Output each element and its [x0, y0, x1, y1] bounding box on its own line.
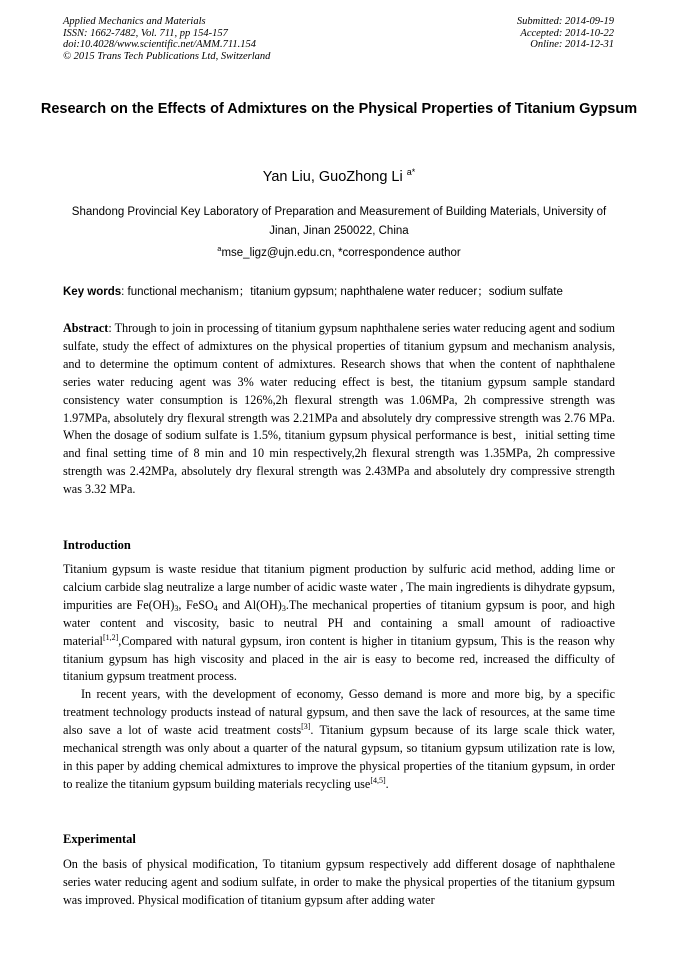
text-run: . [385, 776, 389, 791]
text-run: .The mechanical properties of titanium gypsum is poor, and high water content and viscosity, basic to neutral PH and containing a small amount of radioactive material [63, 597, 615, 648]
journal-name: Applied Mechanics and Materials [63, 16, 206, 27]
submitted-date: Submitted: 2014-09-19 [516, 16, 614, 27]
introduction-heading: Introduction [63, 538, 131, 552]
keywords [63, 283, 615, 299]
email-text: mse_ligz@ujn.edu.cn, *correspondence author [221, 247, 461, 259]
citation: [1,2] [102, 632, 119, 642]
text-run: , FeSO [178, 597, 214, 612]
keywords-label: Key words [63, 286, 122, 298]
online-date: Online: 2014-12-31 [530, 39, 614, 50]
copyright-line: © 2015 Trans Tech Publications Ltd, Switzerland [63, 50, 271, 62]
abstract-label: Abstract [63, 321, 109, 335]
author-line [0, 167, 678, 185]
text-run: In recent years, with the development of economy, Gesso demand is more and more big, by a specific treatment technology products instead of natural gypsum, and then save the lack of resources, at the same time also save a lot of waste acid treatment costs [63, 687, 615, 738]
accepted-date: Accepted: 2014-10-22 [520, 27, 614, 39]
experimental-heading: Experimental [63, 832, 136, 846]
doi-line: doi:10.4028/www.scientific.net/AMM.711.154 [63, 39, 256, 50]
email-mark: a [217, 244, 222, 253]
issn-line: ISSN: 1662-7482, Vol. 711, pp 154-157 [63, 27, 228, 39]
dates-header [517, 16, 614, 51]
journal-header [63, 16, 270, 62]
subscript: 3 [174, 603, 179, 613]
text-run: . Titanium gypsum because of its large scale thick water, mechanical strength was only about a quarter of the natural gypsum, so titanium gypsum utilization rate is low, in this paper by adding chemical admixtures to improve the physical properties of the titanium gypsum, in order to realize the titanium gypsum building materials recycling use [63, 723, 615, 791]
citation: [4,5] [370, 775, 386, 785]
affiliation: Shandong Provincial Key Laboratory of Preparation and Measurement of Building Materials, University of Jinan, Jinan 250022, China [71, 206, 607, 237]
introduction-paragraph-2 [63, 686, 615, 793]
experimental-paragraph-1: On the basis of physical modification, To titanium gypsum respectively add different dosage of naphthalene series water reducing agent and sodium sulfate, in order to make the physical properties of the titanium gypsum was improved. Physical modification of titanium gypsum after adding water [63, 857, 615, 907]
introduction-paragraph-1 [63, 561, 615, 686]
introduction-body [63, 561, 615, 794]
abstract-text: : Through to join in processing of titanium gypsum naphthalene series water reducing agent and sodium sulfate, study the effect of admixtures on the physical properties of titanium gypsum and mechanism analysis, and to determine the optimum content of admixtures. Research shows that when the content of naphthalene series water reducing agent was 3% water reducing effect is best, the titanium gypsum sample standard consistency water consumption is 126%,2h flexural strength was 1.06MPa, 2h compressive strength was 1.97MPa, absolutely dry flexural strength was 2.21MPa and absolutely dry compressive strength was 2.76 MPa. When the dosage of sodium sulfate is 1.5%, titanium gypsum physical performance is best，initial setting time and final setting time of 8 min and 10 min respectively,2h flexural strength was 1.35MPa, 2h compressive strength was 2.42MPa, absolutely dry flexural strength was 2.43MPa and absolutely dry compressive strength was 3.32 MPa. [63, 321, 615, 497]
experimental-body [63, 856, 615, 910]
author-names: Yan Liu, GuoZhong Li [262, 169, 403, 185]
text-run: ,Compared with natural gypsum, iron content is higher in titanium gypsum, This is the reason why titanium gypsum has high viscosity and placed in the air is easy to become red, increased the difficulty of titanium gypsum treatment process. [63, 633, 615, 684]
subscript: 4 [213, 603, 218, 613]
text-run: Titanium gypsum is waste residue that titanium pigment production by sulfuric acid method, adding lime or calcium carbide slag neutralize a large number of acidic waste water , The main ingredients is dihydrate gypsum, impurities are Fe(OH) [63, 562, 615, 612]
author-marks: a* [406, 167, 416, 177]
citation: [3] [301, 722, 311, 732]
subscript: 3 [281, 603, 286, 613]
text-run: and Al(OH) [217, 597, 282, 612]
keywords-text: : functional mechanism；titanium gypsum; naphthalene water reducer；sodium sulfate [121, 286, 563, 298]
abstract [63, 320, 615, 499]
paper-title: Research on the Effects of Admixtures on the Physical Properties of Titanium Gypsum [40, 101, 638, 117]
contact-email [0, 244, 678, 259]
